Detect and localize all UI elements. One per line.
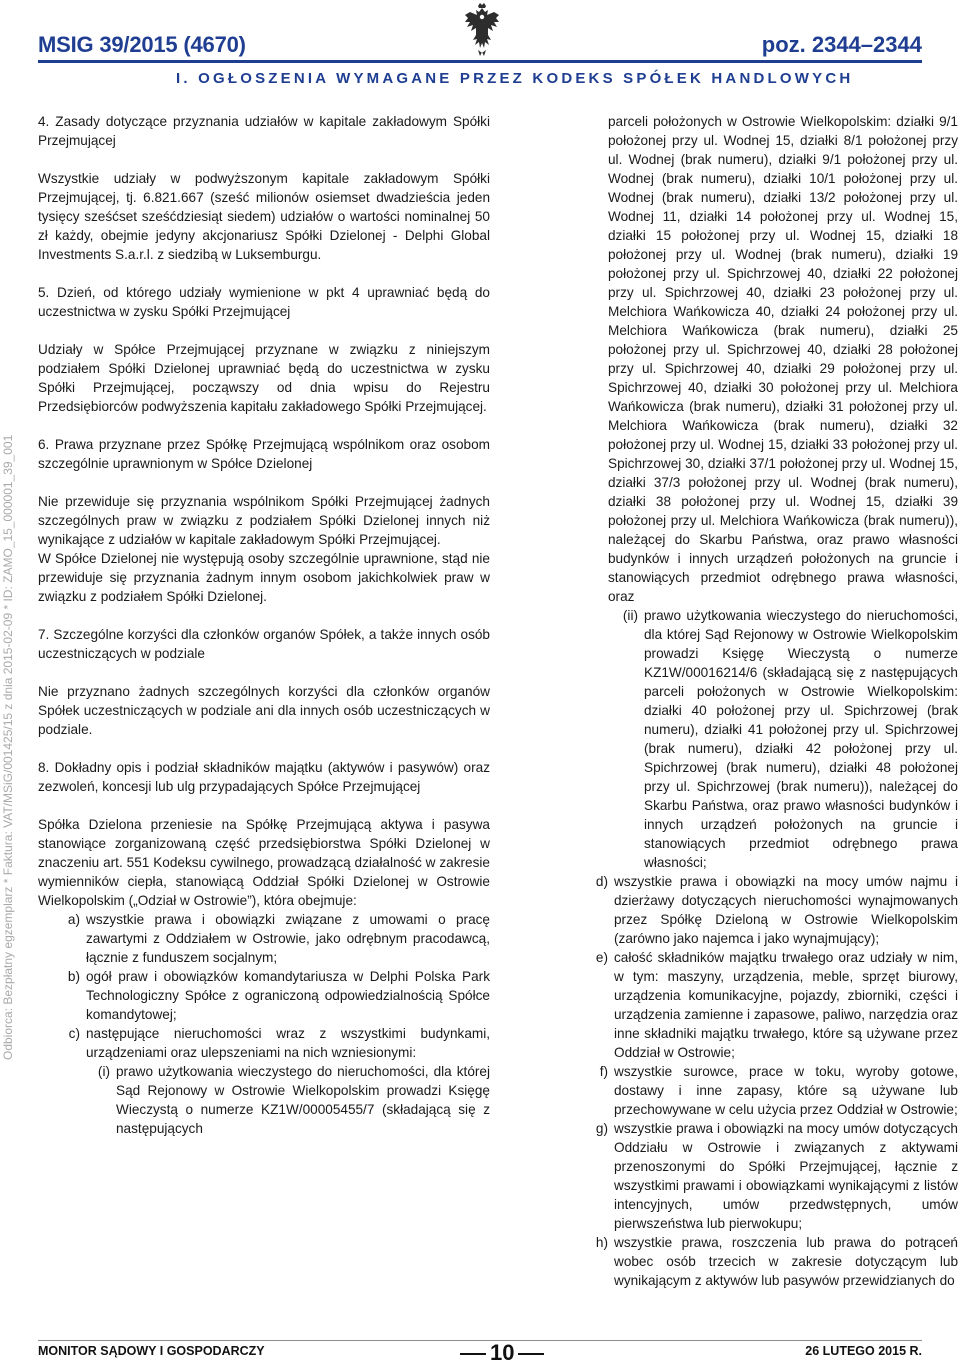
watermark-text: Odbiorca: Bezpłatny egzemplarz * Faktura: VAT/MSiG/001425/15 z dnia 2015-02-09 * ID: ZAMO_15_000001_39_001 xyxy=(1,434,15,1060)
right-column xyxy=(578,112,958,1290)
list-item-a xyxy=(38,910,490,967)
left-column xyxy=(38,112,490,1138)
list-subitem-ii xyxy=(578,606,958,872)
list-label: (ii) xyxy=(622,608,638,623)
header-rule xyxy=(38,60,922,63)
heading-8: 8. Dokładny opis i podział składników majątku (aktywów i pasywów) oraz zezwoleń, koncesji lub ulg przypadających Spółce Przejmującej xyxy=(38,760,490,794)
paragraph-8: Spółka Dzielona przeniesie na Spółkę Przejmującą aktywa i pasywa stanowiące zorganizowaną część przedsiębiorstwa Spółki Dzielonej w znaczeniu art. 551 Kodeksu cywilnego, prowadzącą działalność w zakresie wymienników ciepła, stanowiącą Oddział Spółki Dzielonej w Ostrowie Wielkopolskim („Odział w Ostrowie”), która obejmuje: xyxy=(38,817,490,908)
list-text: następujące nieruchomości wraz z wszystkimi budynkami, urządzeniami oraz ulepszeniami na nich wzniesionymi: xyxy=(86,1026,490,1060)
list-text: wszystkie prawa, roszczenia lub prawa do potrąceń wobec osób trzecich w zakresie dotyczącym lub wynikającym z aktywów lub pasywów przewidzianych do xyxy=(614,1235,958,1288)
list-text: prawo użytkowania wieczystego do nieruchomości, dla której Sąd Rejonowy w Ostrowie Wielkopolskim prowadzi Księgę Wieczystą o numerze KZ1W/00005455/7 (składającą się z następujących xyxy=(116,1064,490,1136)
list-label: a) xyxy=(67,912,80,927)
publication-date: 26 LUTEGO 2015 R. xyxy=(805,1344,922,1358)
list-label: (i) xyxy=(97,1064,110,1079)
paragraph-7: Nie przyznano żadnych szczególnych korzyści dla członków organów Spółek uczestniczących w podziale ani dla innych osób uczestniczących w podziale. xyxy=(38,684,490,737)
heading-6: 6. Prawa przyznane przez Spółkę Przejmującą wspólnikom oraz osobom szczególnie uprawnionym w Spółce Dzielonej xyxy=(38,437,490,471)
list-text: wszystkie prawa i obowiązki na mocy umów dotyczących Oddziału w Ostrowie i związanych z aktywami przenoszonymi do Spółki Przejmującej, łącznie z wszystkimi prawami i obowiązkami wynikającymi z listów intencyjnych, umów przedwstępnych, umów pierwszeństwa lub pierwokupu; xyxy=(614,1121,958,1231)
list-text: wszystkie surowce, prace w toku, wyroby gotowe, dostawy i inne zapasy, które są używane lub przechowywane w celu użycia przez Oddział w Ostrowie; xyxy=(614,1064,958,1117)
list-label: f) xyxy=(599,1064,608,1079)
list-item-f xyxy=(578,1062,958,1119)
publication-name: MONITOR SĄDOWY I GOSPODARCZY xyxy=(38,1344,265,1358)
position-number: poz. 2344–2344 xyxy=(761,32,922,57)
list-text: ogół praw i obowiązków komandytariusza w Delphi Polska Park Technologiczny Spółce z ograniczoną odpowiedzialnością Spółce komandytowej; xyxy=(86,969,490,1022)
list-label: h) xyxy=(595,1235,608,1250)
list-text: wszystkie prawa i obowiązki na mocy umów najmu i dzierżawy dotyczących nieruchomości wynajmowanych przez Spółkę Dzieloną w Ostrowie Wielkopolskim (zarówno jako najemca i jako wynajmujący); xyxy=(614,874,958,946)
heading-5: 5. Dzień, od którego udziały wymienione w pkt 4 uprawniać będą do uczestnictwa w zysku Spółki Przejmującej xyxy=(38,285,490,319)
list-item-h xyxy=(578,1233,958,1290)
list-text: wszystkie prawa i obowiązki związane z umowami o pracę zawartymi z Oddziałem w Ostrowie, jako odrębnym pracodawcą, łącznie z funduszem socjalnym; xyxy=(86,912,490,965)
list-subitem-i xyxy=(38,1062,490,1138)
list-item-g xyxy=(578,1119,958,1233)
list-text: prawo użytkowania wieczystego do nieruchomości, dla której Sąd Rejonowy w Ostrowie Wielkopolskim prowadzi Księgę Wieczystą o numerze KZ1W/00016214/6 (składającą się z następujących parceli położonych w Ostrowie Wielkopolskim: działki 40 położonej przy ul. Spichrzowej (brak numeru), działki 41 położonej przy ul. Spichrzowej (brak numeru), działki 42 położonej przy ul. Spichrzowej (brak numeru), działki 48 położonej przy ul. Spichrzowej (brak numeru)), należącej do Skarbu Państwa, oraz prawo własności budynków i innych urządzeń położonych na gruncie i stanowiących przedmiot odrębnego prawa własności; xyxy=(644,608,958,870)
paragraph-5: Udziały w Spółce Przejmującej przyznane w związku z niniejszym podziałem Spółki Dzielonej uprawniać będą do uczestnictwa w zysku Spółki Przejmującej, począwszy od dnia wpisu do Rejestru Przedsiębiorców podwyższenia kapitału zakładowego Spółki Przejmującej. xyxy=(38,342,490,414)
list-item-b xyxy=(38,967,490,1024)
heading-4: 4. Zasady dotyczące przyznania udziałów w kapitale zakładowym Spółki Przejmującej xyxy=(38,114,490,148)
sidebar-watermark xyxy=(1,130,17,1060)
page-number-value: 10 xyxy=(490,1340,515,1365)
paragraph-6a: Nie przewiduje się przyznania wspólnikom Spółki Przejmującej żadnych szczególnych praw w związku z podziałem Spółki Dzielonej innych niż wynikające z udziałów w kapitale zakładowym Spółki Przejmującej. xyxy=(38,494,490,547)
page-number xyxy=(456,1340,548,1366)
issue-number: MSIG 39/2015 (4670) xyxy=(38,32,246,57)
list-item-e xyxy=(578,948,958,1062)
section-title: I. OGŁOSZENIA WYMAGANE PRZEZ KODEKS SPÓŁEK HANDLOWYCH xyxy=(176,70,854,87)
list-label: c) xyxy=(68,1026,80,1041)
list-item-c xyxy=(38,1024,490,1062)
list-text: całość składników majątku trwałego oraz udziały w nim, w tym: maszyny, urządzenia, meble, sprzęt biurowy, urządzenia komunikacyjne, pojazdy, zbiorniki, części i urządzenia zamienne i zapasowe, paliwo, narzędzia oraz inne składniki majątku trwałego, które są używane przez Oddział w Ostrowie; xyxy=(614,950,958,1060)
paragraph-4: Wszystkie udziały w podwyższonym kapitale zakładowym Spółki Przejmującej, tj. 6.821.667 (sześć milionów osiemset dwadzieścia jeden tysięcy sześćset sześćdziesiąt siedem) udziałów o wartości nominalnej 50 zł każdy, obejmie jedyny akcjonariusz Spółki Dzielonej - Delphi Global Investments S.a.r.l. z siedzibą w Luksemburgu. xyxy=(38,171,490,262)
paragraph-6b: W Spółce Dzielonej nie występują osoby szczególnie uprawnione, stąd nie przewiduje się przyznania żadnym innym osobom jakichkolwiek praw w związku z podziałem Spółki Dzielonej. xyxy=(38,551,490,604)
list-label: b) xyxy=(67,969,80,984)
list-label: e) xyxy=(595,950,608,965)
list-item-d xyxy=(578,872,958,948)
polish-eagle-icon xyxy=(462,2,502,60)
list-label: g) xyxy=(595,1121,608,1136)
list-label: d) xyxy=(595,874,608,889)
subitem-i-continuation: parceli położonych w Ostrowie Wielkopolskim: działki 9/1 położonej przy ul. Wodnej 15, działki 8/1 położonej przy ul. Wodnej (brak numeru), działki 9/1 położonej przy ul. Wodnej (brak numeru), działki 10/1 położonej przy ul. Wodnej (brak numeru), działki 13/2 położonej przy ul. Wodnej 11, działki 14 położonej przy ul. Wodnej 15, działki 15 położonej przy ul. Wodnej 15, działki 18 położonej przy ul. Wodnej (brak numeru), działki 19 położonej przy ul. Spichrzowej 40, działki 22 położonej przy ul. Spichrzowej 40, działki 23 położonej przy ul. Melchiora Wańkowicza 40, działki 24 położonej przy ul. Melchiora Wańkowicza (brak numeru), działki 25 położonej przy ul. Spichrzowej 40, działki 28 położonej przy ul. Spichrzowej 40, działki 29 położonej przy ul. Spichrzowej 40, działki 30 położonej przy ul. Melchiora Wańkowicza (brak numeru), działki 31 położonej przy ul. Melchiora Wańkowicza (brak numeru), działki 32 położonej przy ul. Wodnej 15, działki 33 położonej przy ul. Spichrzowej 30, działki 37/1 położonej przy ul. Wodnej 15, działki 37/3 położonej przy ul. Wodnej (brak numeru), działki 38 położonej przy ul. Wodnej 15, działki 39 położonej przy ul. Melchiora Wańkowicza (brak numeru)), należącej do Skarbu Państwa, oraz prawo własności budynków i innych urządzeń położonych na gruncie i stanowiących przedmiot odrębnego prawa własności, oraz xyxy=(608,114,958,604)
heading-7: 7. Szczególne korzyści dla członków organów Spółek, a także innych osób uczestniczących w podziale xyxy=(38,627,490,661)
